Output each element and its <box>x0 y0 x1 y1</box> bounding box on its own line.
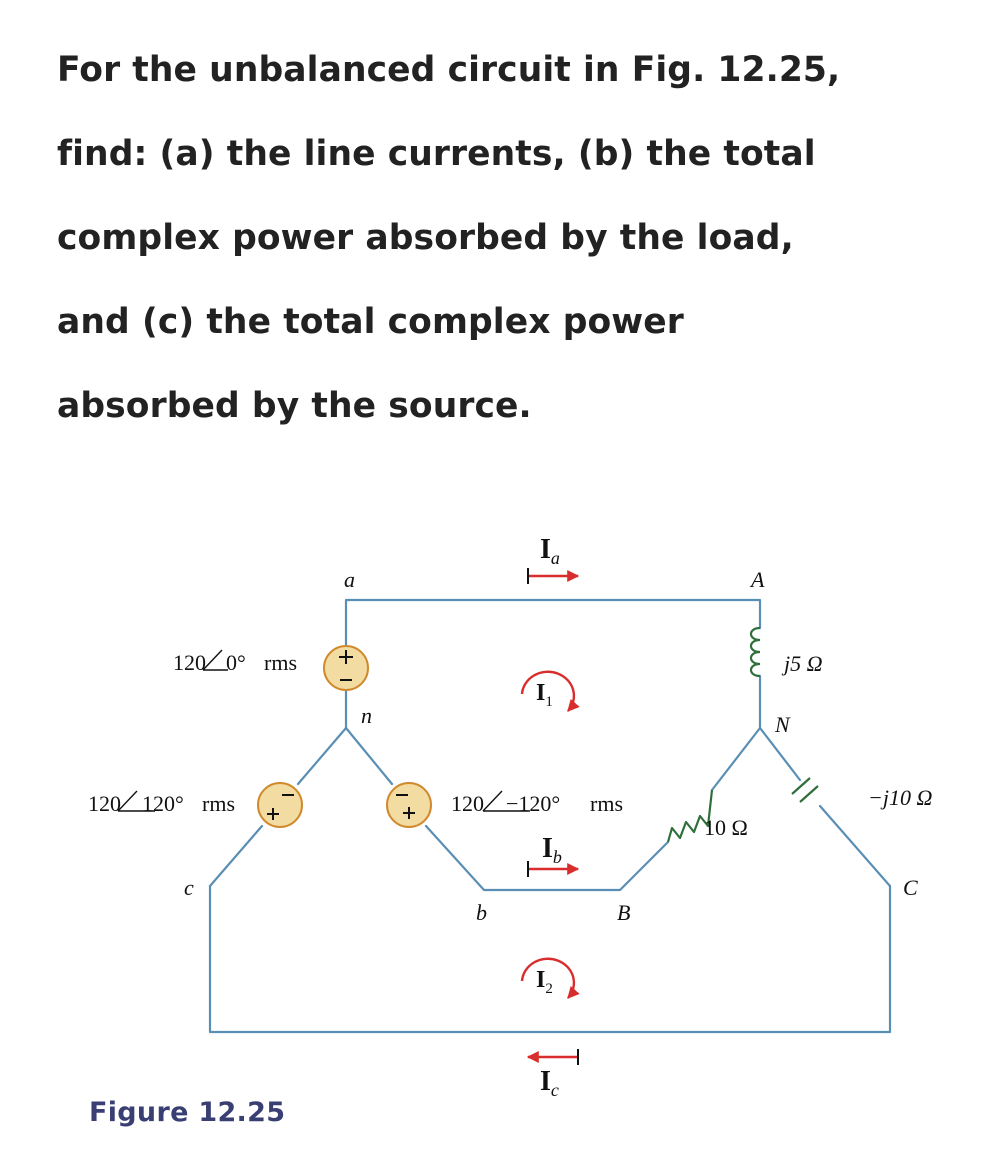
svg-text:120: 120 <box>88 791 121 816</box>
wire-source-c-to-c <box>210 826 262 886</box>
wire-line-a <box>346 600 760 646</box>
impedance-label-minus-j10: −j10 Ω <box>868 785 933 810</box>
source-label-c <box>88 791 235 816</box>
impedance-label-10: 10 Ω <box>704 815 748 840</box>
svg-text:0°: 0° <box>226 650 246 675</box>
current-label-1: $I_1$ <box>536 680 553 710</box>
problem-line-3: complex power absorbed by the load, <box>57 218 794 258</box>
node-label-B: B <box>617 900 631 925</box>
problem-line-2: find: (a) the line currents, (b) the total <box>57 134 816 174</box>
current-label-2: $I_2$ <box>536 967 553 997</box>
source-b <box>387 783 431 827</box>
current-label-c: $I_c$ <box>540 1066 559 1100</box>
node-label-C: C <box>903 875 918 900</box>
wire-neutral-to-source-b <box>346 728 392 784</box>
current-label-b: $I_b$ <box>542 833 562 867</box>
problem-line-5: absorbed by the source. <box>57 386 532 426</box>
svg-text:120°: 120° <box>142 791 184 816</box>
svg-text:120: 120 <box>173 650 206 675</box>
node-label-b: b <box>476 900 487 925</box>
figure-caption: Figure 12.25 <box>89 1097 286 1128</box>
node-label-N: N <box>775 712 790 737</box>
node-label-c: c <box>184 875 194 900</box>
svg-text:rms: rms <box>590 791 623 816</box>
node-label-A: A <box>751 567 765 592</box>
wire-neutral-to-source-c <box>298 728 346 784</box>
wire-resistor-to-N <box>712 728 760 790</box>
svg-text:rms: rms <box>202 791 235 816</box>
wire-capacitor-to-C <box>820 806 890 886</box>
capacitor <box>792 778 818 802</box>
svg-text:rms: rms <box>264 650 297 675</box>
inductor <box>751 628 760 676</box>
svg-text:−120°: −120° <box>506 791 561 816</box>
source-c <box>258 783 302 827</box>
current-label-a: $I_a$ <box>540 534 560 568</box>
problem-line-1: For the unbalanced circuit in Fig. 12.25, <box>57 50 841 90</box>
impedance-label-j5: j5 Ω <box>784 651 823 676</box>
source-label-a <box>173 650 297 675</box>
svg-text:120: 120 <box>451 791 484 816</box>
node-label-a: a <box>344 567 355 592</box>
source-a <box>324 646 368 690</box>
node-label-n: n <box>361 703 372 728</box>
problem-line-4: and (c) the total complex power <box>57 302 684 342</box>
source-label-b <box>451 791 623 816</box>
